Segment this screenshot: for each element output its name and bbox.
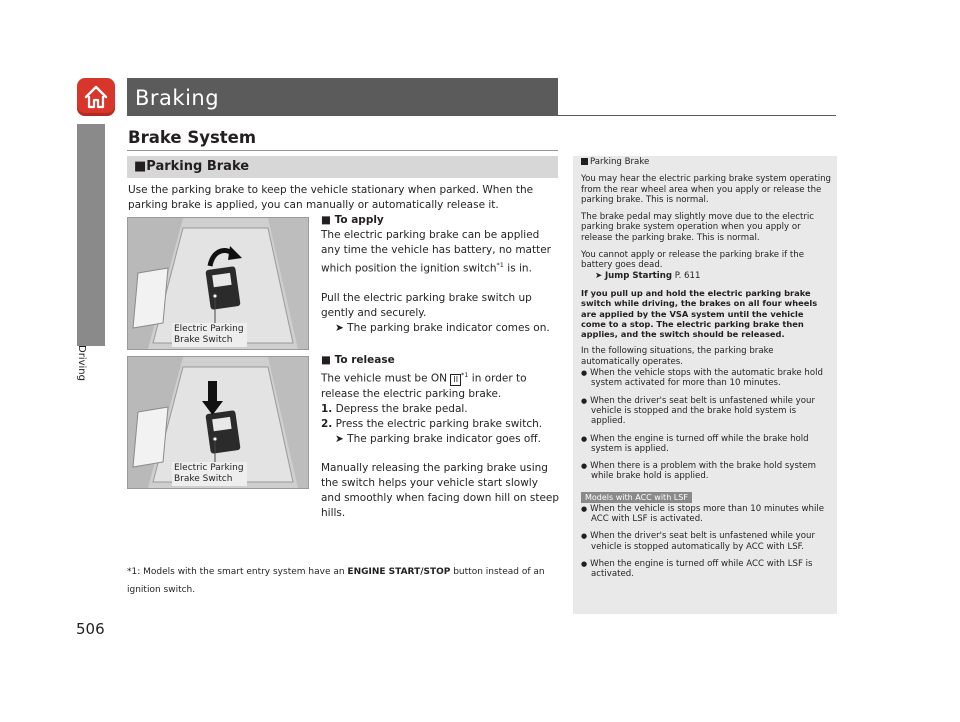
note-bullet: ● When there is a problem with the brake hold system while brake hold is applied. xyxy=(581,461,831,482)
subsection-marker: ■ xyxy=(134,159,147,174)
release-step-1 xyxy=(321,402,561,417)
note-bullet: ● When the driver's seat belt is unfastened while your vehicle is stopped and the brake hold system is applied. xyxy=(581,396,831,427)
note-bookmark-icon xyxy=(581,158,588,165)
subsection-title xyxy=(134,159,249,174)
apply-text-end: is in. xyxy=(503,262,532,275)
page-number: 506 xyxy=(76,620,105,638)
release-text-b: in order to release the electric parking brake. xyxy=(321,372,527,400)
release-manual-note: Manually releasing the parking brake using the switch helps your vehicle start slowly and smoothly when facing down hill on steep hills. xyxy=(321,461,560,519)
release-text xyxy=(321,368,561,402)
note-bullet: ● When the engine is turned off while the brake hold system is applied. xyxy=(581,434,831,455)
note-title xyxy=(581,157,831,167)
release-step-2 xyxy=(321,417,561,432)
step-text: Depress the brake pedal. xyxy=(332,402,468,415)
note-paragraph: In the following situations, the parking brake automatically operates. xyxy=(581,346,774,367)
footnote-text: *1: Models with the smart entry system have an xyxy=(127,567,348,577)
note-bullet: ● When the vehicle stops with the automatic brake hold system activated for more than 10 minutes. xyxy=(581,368,831,389)
model-badge: Models with ACC with LSF xyxy=(581,492,692,503)
figure-label xyxy=(172,323,247,347)
note-paragraph: You may hear the electric parking brake system operating from the rear wheel area when you apply or release the parking brake. This is normal. xyxy=(581,174,831,205)
release-result xyxy=(321,432,561,447)
step-number: 1. xyxy=(321,402,333,415)
figure-label-line: Electric Parking xyxy=(174,463,244,473)
release-block xyxy=(321,353,561,521)
figure-label xyxy=(172,462,247,486)
chapter-title: Braking xyxy=(135,86,220,110)
figure-apply xyxy=(127,217,309,350)
note-paragraph: The brake pedal may slightly move due to the electric parking brake system operation when you apply or release the parking brake. This is normal. xyxy=(581,212,814,243)
section-divider xyxy=(127,150,558,151)
apply-text xyxy=(321,228,561,277)
release-heading: ■ To release xyxy=(321,354,395,366)
apply-heading: ■ To apply xyxy=(321,214,384,226)
note-text: You cannot apply or release the parking brake if the battery goes dead. xyxy=(581,250,805,271)
footnote-bold: ENGINE START/STOP xyxy=(347,567,451,577)
intro-paragraph: Use the parking brake to keep the vehicle stationary when parked. When the parking brake is applied, you can manually or automatically release it. xyxy=(128,184,534,211)
figure-label-line: Electric Parking xyxy=(174,324,244,334)
note-bullet: ● When the vehicle is stops more than 10 minutes while ACC with LSF is activated. xyxy=(581,504,831,525)
figure-release xyxy=(127,356,309,489)
footnote-ref: *1 xyxy=(461,371,469,379)
arrow-icon: ➤ xyxy=(335,432,344,445)
reference-link[interactable]: Jump Starting xyxy=(604,270,673,281)
footnote-ref: *1 xyxy=(496,261,504,269)
side-tab[interactable] xyxy=(77,124,105,346)
chapter-divider xyxy=(127,115,836,116)
figure-label-line: Brake Switch xyxy=(174,474,233,484)
apply-result xyxy=(321,321,561,336)
home-icon[interactable] xyxy=(77,78,115,116)
step-text: Press the electric parking brake switch. xyxy=(332,417,543,430)
apply-instruction: Pull the electric parking brake switch up gently and securely. xyxy=(321,291,532,319)
section-title: Brake System xyxy=(128,128,257,147)
subsection-title-text: Parking Brake xyxy=(146,159,250,174)
release-text-a: The vehicle must be ON xyxy=(321,372,451,385)
ignition-position-icon: II xyxy=(450,374,461,386)
footnote-text: button instead of an ignition switch. xyxy=(127,567,545,595)
note-content xyxy=(581,157,831,587)
reference-page: P. 611 xyxy=(672,270,701,281)
figure-label-line: Brake Switch xyxy=(174,335,233,345)
note-bullet: ● When the driver's seat belt is unfastened while your vehicle is stopped automatically by ACC with LSF. xyxy=(581,531,831,552)
note-bullet: ● When the engine is turned off while ACC with LSF is activated. xyxy=(581,559,831,580)
arrow-icon: ➤ xyxy=(335,321,344,334)
footnote xyxy=(127,563,567,599)
note-paragraph xyxy=(581,250,831,281)
note-reference[interactable] xyxy=(581,271,700,281)
double-arrow-icon: ➤ xyxy=(595,270,603,281)
apply-block xyxy=(321,213,561,336)
apply-text-main: The electric parking brake can be applied any time the vehicle has battery, no matter which position the ignition switch xyxy=(321,229,551,275)
release-result-text: The parking brake indicator goes off. xyxy=(347,432,541,445)
apply-result-text: The parking brake indicator comes on. xyxy=(347,321,550,334)
step-number: 2. xyxy=(321,417,333,430)
note-title-text: Parking Brake xyxy=(590,157,650,167)
note-bold-paragraph: If you pull up and hold the electric parking brake switch while driving, the brakes on all four wheels are applied by the VSA system until the vehicle come to a stop. The electric parking brake then applies, and the switch should be released. xyxy=(581,287,818,340)
side-tab-label: Driving xyxy=(76,345,87,381)
